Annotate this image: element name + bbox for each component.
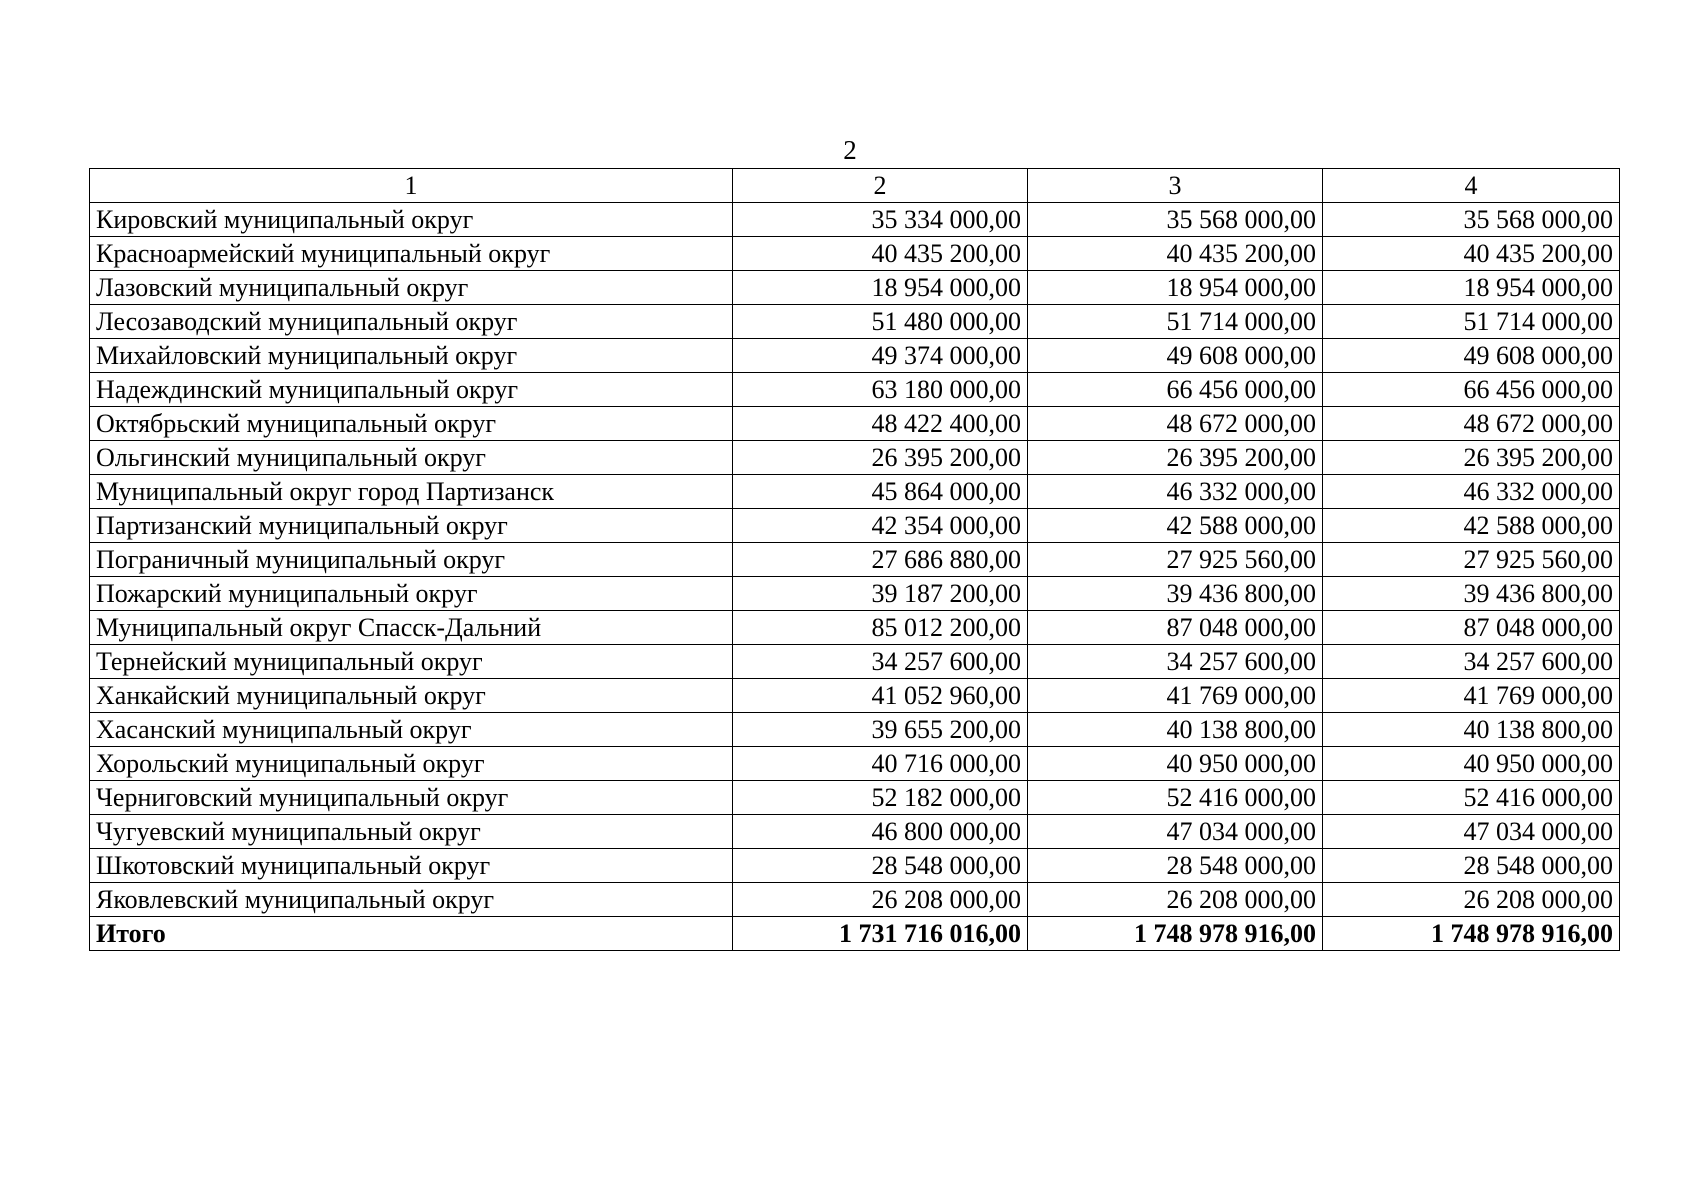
value-cell: 26 395 200,00: [1323, 441, 1620, 475]
table-row: [90, 441, 1620, 475]
value-cell: 28 548 000,00: [1028, 849, 1323, 883]
district-name-cell: Пограничный муниципальный округ: [90, 543, 733, 577]
district-name-cell: Красноармейский муниципальный округ: [90, 237, 733, 271]
district-name-cell: Лазовский муниципальный округ: [90, 271, 733, 305]
value-cell: 49 608 000,00: [1323, 339, 1620, 373]
total-row: [90, 917, 1620, 951]
table-row: [90, 543, 1620, 577]
table-row: [90, 713, 1620, 747]
table-row: [90, 645, 1620, 679]
value-cell: 39 436 800,00: [1323, 577, 1620, 611]
value-cell: 40 138 800,00: [1028, 713, 1323, 747]
district-name-cell: Чугуевский муниципальный округ: [90, 815, 733, 849]
district-name-cell: Черниговский муниципальный округ: [90, 781, 733, 815]
district-name-cell: Муниципальный округ город Партизанск: [90, 475, 733, 509]
table-row: [90, 475, 1620, 509]
table-row: [90, 815, 1620, 849]
table-row: [90, 747, 1620, 781]
value-cell: 66 456 000,00: [1323, 373, 1620, 407]
value-cell: 26 208 000,00: [733, 883, 1028, 917]
value-cell: 46 332 000,00: [1028, 475, 1323, 509]
value-cell: 26 208 000,00: [1028, 883, 1323, 917]
value-cell: 18 954 000,00: [1323, 271, 1620, 305]
value-cell: 51 480 000,00: [733, 305, 1028, 339]
value-cell: 34 257 600,00: [733, 645, 1028, 679]
value-cell: 48 672 000,00: [1028, 407, 1323, 441]
value-cell: 35 568 000,00: [1323, 203, 1620, 237]
value-cell: 52 416 000,00: [1323, 781, 1620, 815]
table-row: [90, 271, 1620, 305]
district-name-cell: Пожарский муниципальный округ: [90, 577, 733, 611]
table-header-row: [90, 169, 1620, 203]
total-value-cell: 1 748 978 916,00: [1323, 917, 1620, 951]
value-cell: 42 588 000,00: [1028, 509, 1323, 543]
value-cell: 42 588 000,00: [1323, 509, 1620, 543]
district-name-cell: Надеждинский муниципальный округ: [90, 373, 733, 407]
value-cell: 40 435 200,00: [1028, 237, 1323, 271]
value-cell: 40 138 800,00: [1323, 713, 1620, 747]
value-cell: 35 334 000,00: [733, 203, 1028, 237]
value-cell: 66 456 000,00: [1028, 373, 1323, 407]
value-cell: 46 332 000,00: [1323, 475, 1620, 509]
value-cell: 40 950 000,00: [1028, 747, 1323, 781]
district-name-cell: Муниципальный округ Спасск-Дальний: [90, 611, 733, 645]
value-cell: 40 716 000,00: [733, 747, 1028, 781]
value-cell: 49 608 000,00: [1028, 339, 1323, 373]
value-cell: 52 416 000,00: [1028, 781, 1323, 815]
value-cell: 27 925 560,00: [1323, 543, 1620, 577]
total-value-cell: 1 731 716 016,00: [733, 917, 1028, 951]
value-cell: 18 954 000,00: [1028, 271, 1323, 305]
total-label: Итого: [90, 917, 733, 951]
value-cell: 41 769 000,00: [1323, 679, 1620, 713]
value-cell: 27 686 880,00: [733, 543, 1028, 577]
value-cell: 51 714 000,00: [1028, 305, 1323, 339]
table-row: [90, 237, 1620, 271]
value-cell: 63 180 000,00: [733, 373, 1028, 407]
value-cell: 41 769 000,00: [1028, 679, 1323, 713]
value-cell: 28 548 000,00: [733, 849, 1028, 883]
value-cell: 48 672 000,00: [1323, 407, 1620, 441]
table-row: [90, 577, 1620, 611]
value-cell: 47 034 000,00: [1323, 815, 1620, 849]
value-cell: 40 435 200,00: [733, 237, 1028, 271]
value-cell: 26 395 200,00: [733, 441, 1028, 475]
value-cell: 34 257 600,00: [1323, 645, 1620, 679]
column-header: 3: [1028, 169, 1323, 203]
table-body: [90, 203, 1620, 951]
column-header: 2: [733, 169, 1028, 203]
value-cell: 49 374 000,00: [733, 339, 1028, 373]
value-cell: 26 395 200,00: [1028, 441, 1323, 475]
page-number: 2: [843, 135, 857, 165]
table-row: [90, 611, 1620, 645]
value-cell: 18 954 000,00: [733, 271, 1028, 305]
value-cell: 47 034 000,00: [1028, 815, 1323, 849]
table-row: [90, 373, 1620, 407]
column-header: 4: [1323, 169, 1620, 203]
value-cell: 85 012 200,00: [733, 611, 1028, 645]
value-cell: 51 714 000,00: [1323, 305, 1620, 339]
column-header: 1: [90, 169, 733, 203]
value-cell: 42 354 000,00: [733, 509, 1028, 543]
table-row: [90, 883, 1620, 917]
budget-table: [89, 168, 1620, 951]
value-cell: 87 048 000,00: [1028, 611, 1323, 645]
table-row: [90, 849, 1620, 883]
value-cell: 52 182 000,00: [733, 781, 1028, 815]
value-cell: 46 800 000,00: [733, 815, 1028, 849]
value-cell: 39 655 200,00: [733, 713, 1028, 747]
district-name-cell: Яковлевский муниципальный округ: [90, 883, 733, 917]
total-value-cell: 1 748 978 916,00: [1028, 917, 1323, 951]
value-cell: 26 208 000,00: [1323, 883, 1620, 917]
value-cell: 27 925 560,00: [1028, 543, 1323, 577]
table-row: [90, 203, 1620, 237]
district-name-cell: Октябрьский муниципальный округ: [90, 407, 733, 441]
table-row: [90, 339, 1620, 373]
value-cell: 39 187 200,00: [733, 577, 1028, 611]
table-row: [90, 305, 1620, 339]
district-name-cell: Партизанский муниципальный округ: [90, 509, 733, 543]
district-name-cell: Ольгинский муниципальный округ: [90, 441, 733, 475]
district-name-cell: Хасанский муниципальный округ: [90, 713, 733, 747]
value-cell: 35 568 000,00: [1028, 203, 1323, 237]
district-name-cell: Кировский муниципальный округ: [90, 203, 733, 237]
district-name-cell: Лесозаводский муниципальный округ: [90, 305, 733, 339]
value-cell: 34 257 600,00: [1028, 645, 1323, 679]
table-row: [90, 509, 1620, 543]
district-name-cell: Ханкайский муниципальный округ: [90, 679, 733, 713]
district-name-cell: Хорольский муниципальный округ: [90, 747, 733, 781]
district-name-cell: Шкотовский муниципальный округ: [90, 849, 733, 883]
value-cell: 28 548 000,00: [1323, 849, 1620, 883]
value-cell: 39 436 800,00: [1028, 577, 1323, 611]
district-name-cell: Тернейский муниципальный округ: [90, 645, 733, 679]
value-cell: 40 435 200,00: [1323, 237, 1620, 271]
value-cell: 48 422 400,00: [733, 407, 1028, 441]
table-row: [90, 679, 1620, 713]
table-row: [90, 407, 1620, 441]
value-cell: 40 950 000,00: [1323, 747, 1620, 781]
value-cell: 45 864 000,00: [733, 475, 1028, 509]
value-cell: 41 052 960,00: [733, 679, 1028, 713]
value-cell: 87 048 000,00: [1323, 611, 1620, 645]
table-row: [90, 781, 1620, 815]
district-name-cell: Михайловский муниципальный округ: [90, 339, 733, 373]
